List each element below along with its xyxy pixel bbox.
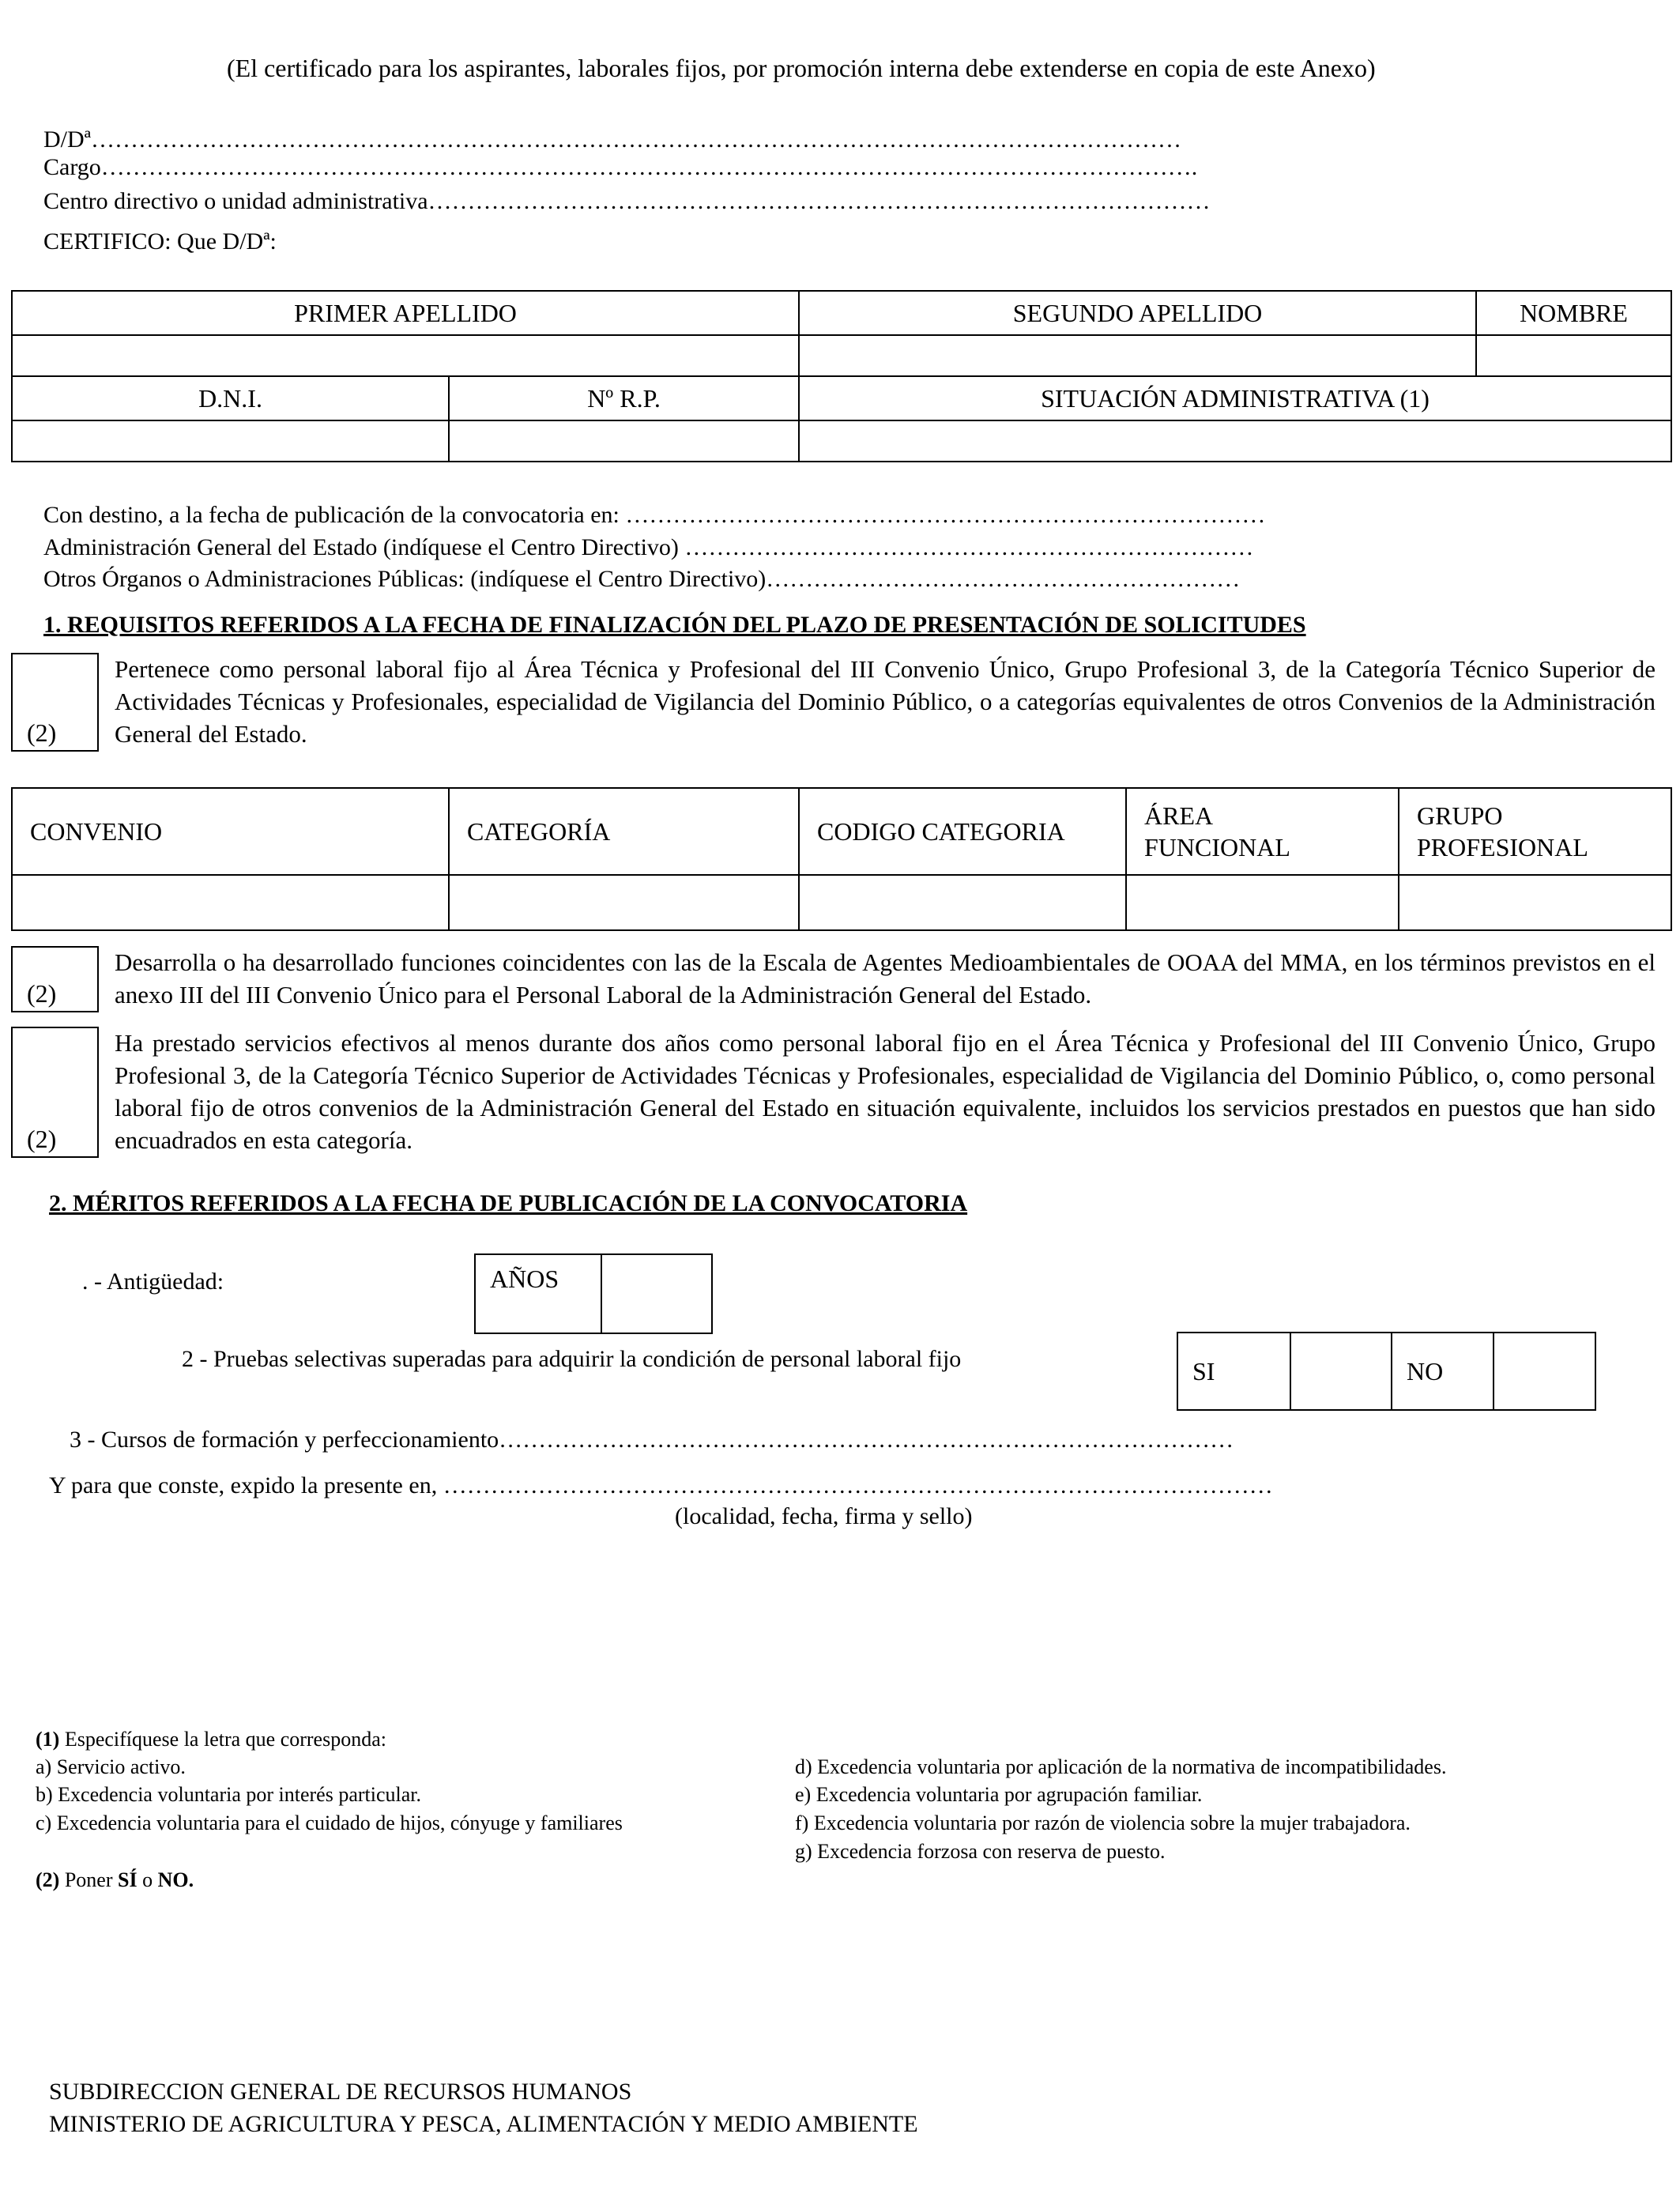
input-categoria[interactable]	[449, 875, 799, 930]
note-1-text: Especifíquese la letra que corresponda:	[59, 1728, 386, 1751]
note-2-si: SÍ	[118, 1868, 137, 1891]
si-no-table	[1177, 1332, 1596, 1411]
input-situacion[interactable]	[799, 420, 1671, 462]
note-1-heading	[36, 1726, 386, 1753]
input-codigo-categoria[interactable]	[799, 875, 1126, 930]
note-2	[36, 1867, 194, 1894]
section-1-title: 1. REQUISITOS REFERIDOS A LA FECHA DE FINALIZACIÓN DEL PLAZO DE PRESENTACIÓN DE SOLICITUDES	[43, 612, 1306, 638]
note-2-text: Poner	[59, 1868, 118, 1891]
note-d: d) Excedencia voluntaria por aplicación de la normativa de incompatibilidades.	[795, 1755, 1447, 1778]
si-input[interactable]	[1290, 1333, 1392, 1410]
req-2-text: Desarrolla o ha desarrollado funciones coincidentes con las de la Escala de Agentes Medioambientales de OOAA del MMA, en los términos previstos en el anexo III del III Convenio Único para el Personal Laboral de la Administración General del Estado.	[115, 948, 1656, 1008]
personal-data-table	[11, 290, 1672, 462]
req-2-mark: (2)	[27, 979, 57, 1008]
req-2-checkbox[interactable]	[11, 946, 99, 1012]
header-segundo-apellido: SEGUNDO APELLIDO	[799, 291, 1476, 335]
header-nombre: NOMBRE	[1476, 291, 1671, 335]
area-line-2: FUNCIONAL	[1144, 833, 1290, 861]
no-label: NO	[1392, 1333, 1494, 1410]
field-centro-directivo[interactable]: Centro directivo o unidad administrativa………………………………………………………………………………………	[43, 188, 1211, 214]
note-c: c) Excedencia voluntaria para el cuidado de hijos, cónyuge y familiares	[36, 1811, 623, 1834]
localidad-note: (localidad, fecha, firma y sello)	[675, 1503, 973, 1529]
footer-line-1: SUBDIRECCION GENERAL DE RECURSOS HUMANOS	[49, 2079, 632, 2105]
section-2-title: 2. MÉRITOS REFERIDOS A LA FECHA DE PUBLICACIÓN DE LA CONVOCATORIA	[49, 1190, 968, 1216]
input-nombre[interactable]	[1476, 335, 1671, 376]
note-b: b) Excedencia voluntaria por interés particular.	[36, 1783, 422, 1806]
header-note: (El certificado para los aspirantes, laborales fijos, por promoción interna debe extenderse en copia de este Anexo)	[227, 54, 1376, 82]
input-nrp[interactable]	[449, 420, 799, 462]
grupo-line-2: PROFESIONAL	[1417, 833, 1588, 861]
req-3-mark: (2)	[27, 1125, 57, 1153]
note-2-o: o	[137, 1868, 158, 1891]
input-grupo-profesional[interactable]	[1399, 875, 1671, 930]
header-nrp: Nº R.P.	[449, 376, 799, 420]
req-1-text: Pertenece como personal laboral fijo al Área Técnica y Profesional del III Convenio Único, Grupo Profesional 3, de la Categoría Técnico Superior de Actividades Técnicas y Profesionales, especialidad de Vigilancia del Dominio Público, o a categorías equivalentes de otros Convenios de la Administración General del Estado.	[115, 655, 1656, 748]
header-area-funcional	[1126, 788, 1399, 875]
anos-input[interactable]	[601, 1254, 712, 1333]
note-2-no: NO.	[157, 1868, 194, 1891]
grupo-line-1: GRUPO	[1417, 801, 1503, 830]
antiguedad-label: . - Antigüedad:	[82, 1269, 224, 1295]
input-primer-apellido[interactable]	[12, 335, 799, 376]
area-line-1: ÁREA	[1144, 801, 1214, 830]
pruebas-label: 2 - Pruebas selectivas superadas para adquirir la condición de personal laboral fijo	[182, 1346, 962, 1372]
req-3-text: Ha prestado servicios efectivos al menos durante dos años como personal laboral fijo en el Área Técnica y Profesional del III Convenio Único, Grupo Profesional 3, de la Categoría Técnico Superior de Actividades Técnicas y Profesionales, especialidad de Vigilancia del Dominio Público, o, como personal laboral fijo de otros convenios de la Administración General del Estado en situación equivalente, incluidos los servicios prestados en puestos que han sido encuadrados en esta categoría.	[115, 1029, 1656, 1154]
note-g: g) Excedencia forzosa con reserva de puesto.	[795, 1840, 1166, 1863]
input-convenio[interactable]	[12, 875, 449, 930]
req-1-mark: (2)	[27, 718, 57, 747]
req-3-checkbox[interactable]	[11, 1027, 99, 1158]
no-input[interactable]	[1494, 1333, 1595, 1410]
header-convenio: CONVENIO	[12, 788, 449, 875]
note-a: a) Servicio activo.	[36, 1755, 186, 1778]
note-f: f) Excedencia voluntaria por razón de violencia sobre la mujer trabajadora.	[795, 1811, 1411, 1834]
convenio-table	[11, 787, 1672, 931]
input-segundo-apellido[interactable]	[799, 335, 1476, 376]
header-grupo-profesional	[1399, 788, 1671, 875]
input-dni[interactable]	[12, 420, 449, 462]
destino-line-1[interactable]: Con destino, a la fecha de publicación de la convocatoria en: ………………………………………………………………………	[43, 502, 1266, 528]
anos-label: AÑOS	[475, 1254, 601, 1333]
header-codigo-categoria: CODIGO CATEGORIA	[799, 788, 1126, 875]
note-1-number: (1)	[36, 1728, 60, 1751]
anos-table	[474, 1253, 713, 1334]
header-situacion: SITUACIÓN ADMINISTRATIVA (1)	[799, 376, 1671, 420]
input-area-funcional[interactable]	[1126, 875, 1399, 930]
header-primer-apellido: PRIMER APELLIDO	[12, 291, 799, 335]
note-e: e) Excedencia voluntaria por agrupación familiar.	[795, 1783, 1203, 1806]
si-label: SI	[1177, 1333, 1290, 1410]
conste-line[interactable]: Y para que conste, expido la presente en, ……………………………………………………………………………………………	[49, 1472, 1273, 1498]
req-1-checkbox[interactable]	[11, 653, 99, 752]
footer-line-2: MINISTERIO DE AGRICULTURA Y PESCA, ALIMENTACIÓN Y MEDIO AMBIENTE	[49, 2111, 918, 2137]
cursos-line[interactable]: 3 - Cursos de formación y perfeccionamiento…………………………………………………………………………………	[70, 1427, 1234, 1453]
destino-line-3[interactable]: Otros Órganos o Administraciones Públicas: (indíquese el Centro Directivo)……………………………………………………	[43, 566, 1241, 592]
destino-line-2[interactable]: Administración General del Estado (indíquese el Centro Directivo) ………………………………………………………………	[43, 534, 1254, 560]
field-dd[interactable]: D/Dª…………………………………………………………………………………………………………………………	[43, 126, 1181, 153]
note-2-number: (2)	[36, 1868, 60, 1891]
header-categoria: CATEGORÍA	[449, 788, 799, 875]
certifico-label: CERTIFICO: Que D/Dª:	[43, 228, 277, 254]
field-cargo[interactable]: Cargo………………………………………………………………………………………………………………………….	[43, 154, 1198, 180]
header-dni: D.N.I.	[12, 376, 449, 420]
